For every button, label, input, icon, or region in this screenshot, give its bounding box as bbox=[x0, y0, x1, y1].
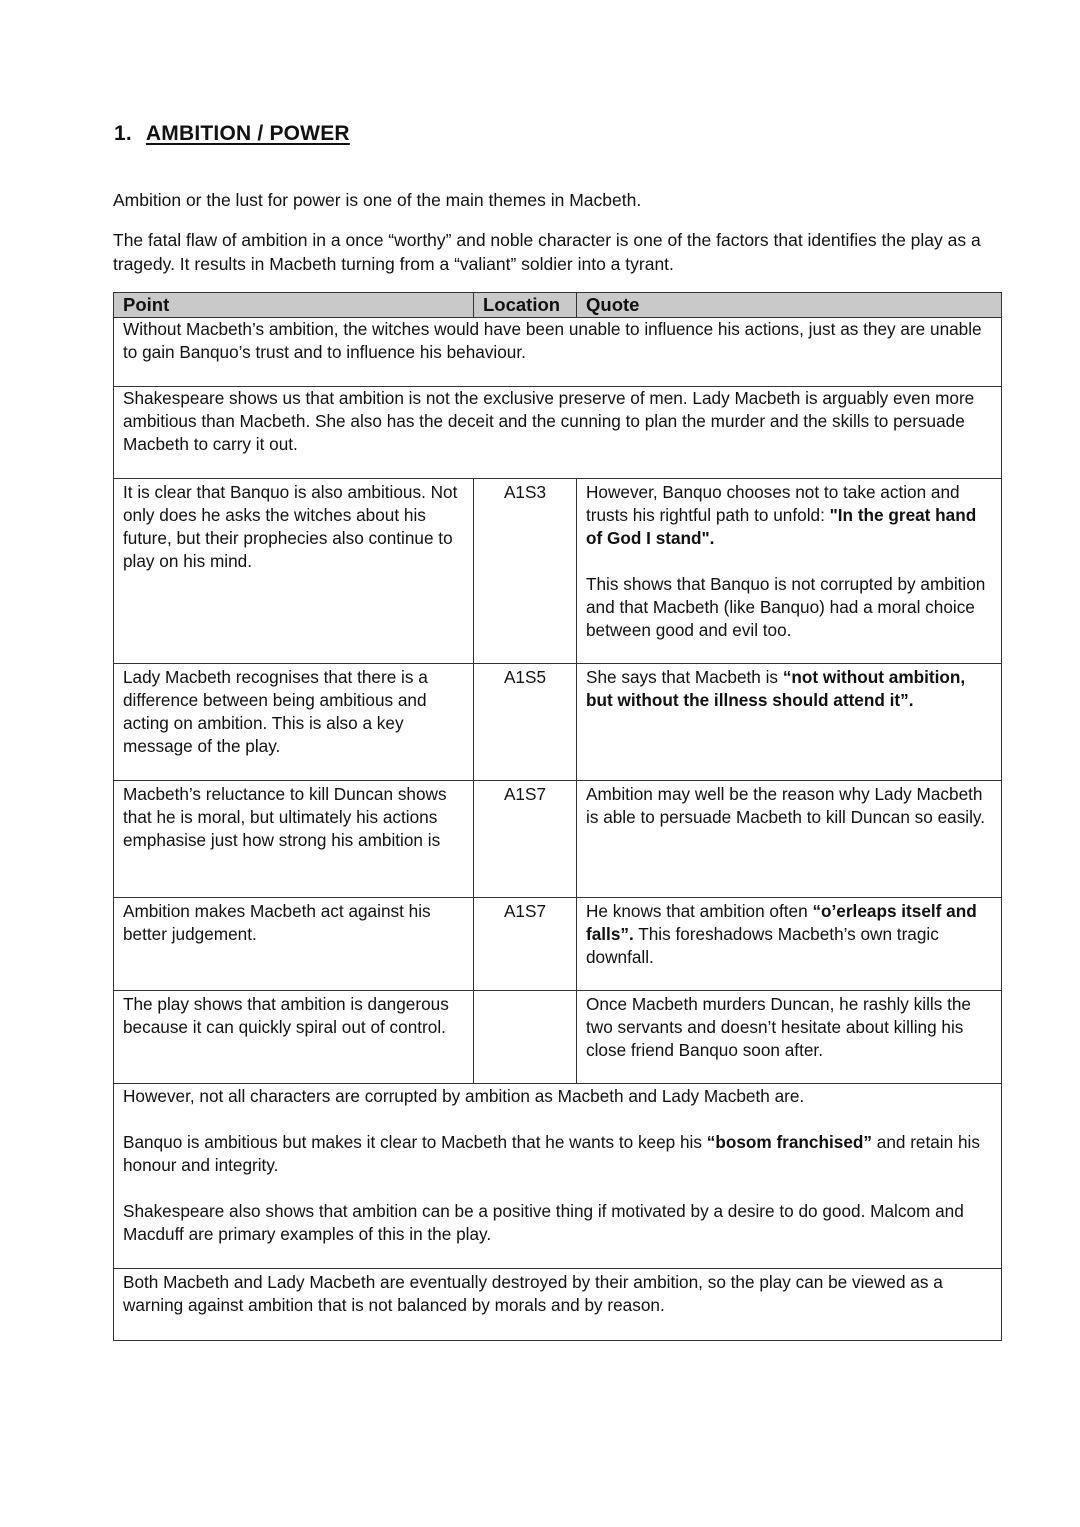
summary-paragraph bbox=[123, 1131, 992, 1177]
quote-bold: "In the great hand of God I stand". bbox=[586, 505, 977, 548]
table-row bbox=[114, 1084, 1002, 1269]
quote-text: However, Banquo chooses not to take action and trusts his rightful path to unfold: bbox=[586, 482, 960, 525]
point-cell: Ambition makes Macbeth act against his better judgement. bbox=[114, 898, 474, 991]
table-header-row bbox=[114, 293, 1002, 318]
location-cell: A1S7 bbox=[474, 781, 577, 898]
header-point: Point bbox=[114, 293, 474, 318]
location-cell: A1S3 bbox=[474, 479, 577, 664]
quote-cell bbox=[577, 898, 1002, 991]
table-row bbox=[114, 781, 1002, 898]
section-number: 1. bbox=[114, 122, 132, 145]
intro-paragraph: Ambition or the lust for power is one of the main themes in Macbeth. bbox=[113, 190, 642, 210]
quote-text: Once Macbeth murders Duncan, he rashly kills the two servants and doesn’t hesitate about killing his close friend Banquo soon after. bbox=[586, 994, 971, 1060]
location-cell: A1S5 bbox=[474, 664, 577, 781]
quote-cell bbox=[577, 479, 1002, 664]
point-cell: Lady Macbeth recognises that there is a difference between being ambitious and acting on ambition. This is also a key message of the play. bbox=[114, 664, 474, 781]
quote-cell bbox=[577, 991, 1002, 1084]
quote-cell bbox=[577, 664, 1002, 781]
quote-text: She says that Macbeth is bbox=[586, 667, 783, 687]
table-row bbox=[114, 479, 1002, 664]
quote-cell bbox=[577, 781, 1002, 898]
section-title: AMBITION / POWER bbox=[145, 122, 350, 145]
point-cell: The play shows that ambition is dangerous because it can quickly spiral out of control. bbox=[114, 991, 474, 1084]
location-cell: A1S7 bbox=[474, 898, 577, 991]
quote-text: This foreshadows Macbeth’s own tragic downfall. bbox=[586, 924, 939, 967]
section-heading bbox=[114, 122, 350, 146]
table-row bbox=[114, 1269, 1002, 1341]
summary-cell bbox=[114, 1084, 1002, 1269]
summary-text: and retain his honour and integrity. bbox=[123, 1132, 980, 1175]
table-row bbox=[114, 898, 1002, 991]
quote-text: Ambition may well be the reason why Lady Macbeth is able to persuade Macbeth to kill Duncan so easily. bbox=[586, 784, 986, 827]
location-cell bbox=[474, 991, 577, 1084]
quote-bold: “o’erleaps itself and falls”. bbox=[586, 901, 977, 944]
table-row bbox=[114, 387, 1002, 479]
quote-bold: “not without ambition, but without the illness should attend it”. bbox=[586, 667, 966, 710]
quote-extra: This shows that Banquo is not corrupted by ambition and that Macbeth (like Banquo) had a moral choice between good and evil too. bbox=[586, 574, 986, 640]
table-row bbox=[114, 318, 1002, 387]
header-location: Location bbox=[474, 293, 577, 318]
intro-paragraph: The fatal flaw of ambition in a once “worthy” and noble character is one of the factors that identifies the play as a tragedy. It results in Macbeth turning from a “valiant” soldier into a tyrant. bbox=[113, 230, 981, 274]
summary-paragraph: Shakespeare also shows that ambition can be a positive thing if motivated by a desire to do good. Malcom and Macduff are primary examples of this in the play. bbox=[123, 1201, 964, 1244]
full-width-cell: Without Macbeth’s ambition, the witches would have been unable to influence his actions, just as they are unable to gain Banquo’s trust and to influence his behaviour. bbox=[114, 318, 1002, 387]
summary-bold: “bosom franchised” bbox=[706, 1132, 872, 1152]
point-cell: It is clear that Banquo is also ambitious. Not only does he asks the witches about his future, but their prophecies also continue to play on his mind. bbox=[114, 479, 474, 664]
summary-paragraph: However, not all characters are corrupted by ambition as Macbeth and Lady Macbeth are. bbox=[123, 1086, 805, 1106]
header-quote: Quote bbox=[577, 293, 1002, 318]
points-table bbox=[113, 292, 1002, 1341]
full-width-cell: Shakespeare shows us that ambition is not the exclusive preserve of men. Lady Macbeth is arguably even more ambitious than Macbeth. She also has the deceit and the cunning to plan the murder and the skills to persuade Macbeth to carry it out. bbox=[114, 387, 1002, 479]
point-cell: Macbeth’s reluctance to kill Duncan shows that he is moral, but ultimately his actions emphasise just how strong his ambition is bbox=[114, 781, 474, 898]
summary-text: Banquo is ambitious but makes it clear to Macbeth that he wants to keep his bbox=[123, 1132, 707, 1152]
conclusion-cell: Both Macbeth and Lady Macbeth are eventually destroyed by their ambition, so the play can be viewed as a warning against ambition that is not balanced by morals and by reason. bbox=[114, 1269, 1002, 1341]
quote-text: He knows that ambition often bbox=[586, 901, 813, 921]
table-row bbox=[114, 991, 1002, 1084]
table-row bbox=[114, 664, 1002, 781]
